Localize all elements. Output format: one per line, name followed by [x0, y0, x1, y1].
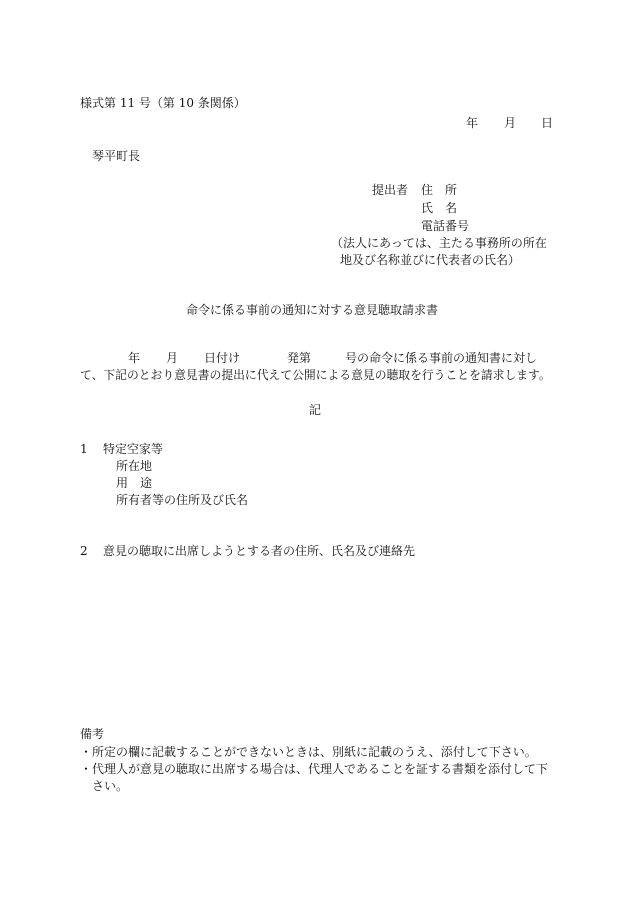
date-year: 年: [466, 116, 479, 130]
document-title: 命令に係る事前の通知に対する意見聴取請求書: [186, 303, 439, 317]
item-1-location: 所在地: [116, 459, 153, 473]
ki-marker: 記: [309, 403, 322, 417]
body-issued: 発第: [287, 351, 312, 365]
submitter-phone-label: 電話番号: [421, 219, 470, 233]
form-number: 様式第 11 号（第 10 条関係）: [80, 96, 246, 110]
item-2-number: 2: [80, 544, 88, 558]
addressee: 琴平町長: [92, 149, 141, 163]
note-2-line1: ・代理人が意見の聴取に出席する場合は、代理人であることを証する書類を添付して下: [80, 762, 549, 776]
body-year: 年: [128, 351, 141, 365]
item-1-owner: 所有者等の住所及び氏名: [116, 493, 249, 507]
note-2-line2: さい。: [92, 779, 129, 793]
submitter-name-label: 氏 名: [421, 201, 458, 215]
body-dated: 日付け: [204, 351, 241, 365]
item-1-number: 1: [80, 442, 88, 456]
submitter-note-line1: （法人にあっては、主たる事務所の所在: [331, 236, 547, 250]
note-1: ・所定の欄に記載することができないときは、別紙に記載のうえ、添付して下さい。: [80, 745, 537, 759]
submitter-role: 提出者: [372, 183, 409, 197]
body-rest-line1: 号の命令に係る事前の通知書に対し: [345, 351, 538, 365]
date-day: 日: [541, 116, 554, 130]
item-1-heading: 特定空家等: [103, 442, 164, 456]
notes-heading: 備考: [80, 727, 105, 741]
item-2-heading: 意見の聴取に出席しようとする者の住所、氏名及び連絡先: [103, 544, 416, 558]
date-month: 月: [504, 116, 517, 130]
request-line2: て、下記のとおり意見書の提出に代えて公開による意見の聴取を行うことを請求します。: [80, 368, 551, 382]
request-line1: [0, 352, 630, 366]
submitter-address-label: 住 所: [421, 183, 458, 197]
item-1-usage: 用 途: [116, 476, 153, 490]
body-month: 月: [166, 351, 179, 365]
submission-date: [0, 117, 630, 131]
submitter-note-line2: 地及び名称並びに代表者の氏名）: [340, 253, 521, 267]
